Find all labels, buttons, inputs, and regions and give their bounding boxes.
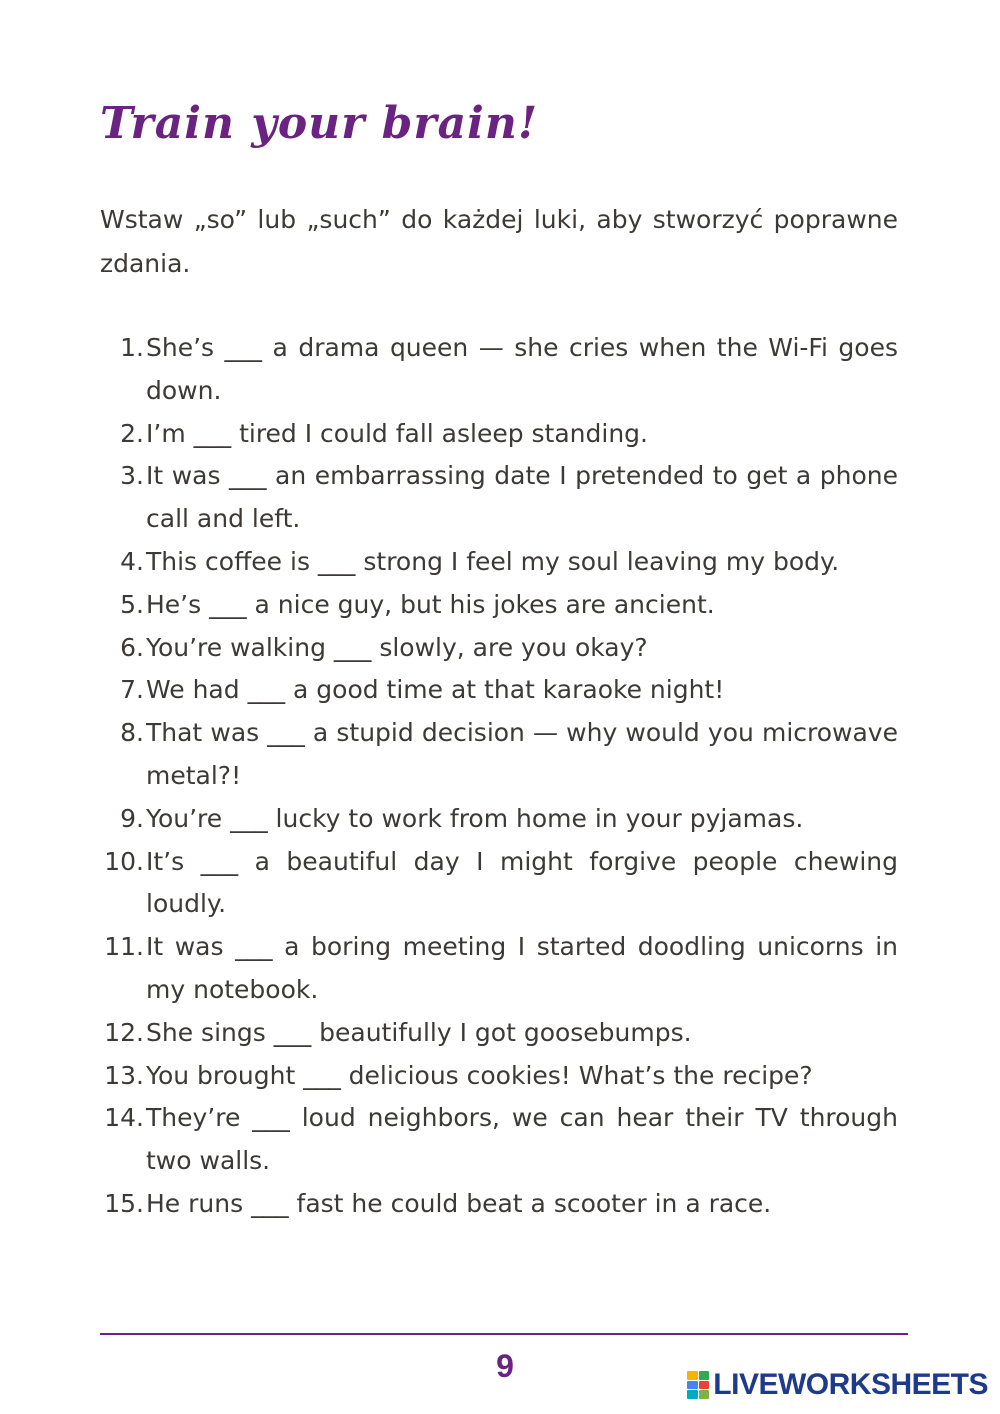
exercise-sentence: She’s ___ a drama queen — she cries when the Wi-Fi goes down. bbox=[146, 333, 898, 405]
exercise-number: 15. bbox=[104, 1188, 144, 1218]
exercise-item bbox=[100, 541, 898, 584]
exercise-item bbox=[100, 584, 898, 627]
exercise-sentence: They’re ___ loud neighbors, we can hear their TV through two walls. bbox=[146, 1103, 898, 1176]
exercise-sentence: You’re walking ___ slowly, are you okay? bbox=[146, 632, 648, 662]
brand-watermark bbox=[687, 1370, 988, 1400]
exercise-number: 4. bbox=[120, 546, 144, 576]
exercise-number: 3. bbox=[120, 461, 144, 491]
exercise-number: 8. bbox=[120, 718, 144, 748]
exercise-number: 10. bbox=[104, 846, 144, 876]
exercise-number: 5. bbox=[120, 589, 144, 619]
instruction-text: Wstaw „so” lub „such” do każdej luki, aby stworzyć poprawne zdania. bbox=[100, 205, 898, 278]
exercise-item bbox=[100, 1055, 898, 1098]
exercise-sentence: She sings ___ beautifully I got goosebumps. bbox=[146, 1017, 692, 1047]
exercise-sentence: This coffee is ___ strong I feel my soul leaving my body. bbox=[146, 546, 840, 576]
exercise-item bbox=[100, 413, 898, 456]
exercise-sentence: It’s ___ a beautiful day I might forgive people chewing loudly. bbox=[146, 846, 898, 919]
exercise-item bbox=[100, 669, 898, 712]
exercise-number: 1. bbox=[120, 333, 144, 362]
exercise-item bbox=[100, 1183, 898, 1226]
exercise-sentence: It was ___ an embarrassing date I pretended to get a phone call and left. bbox=[146, 461, 898, 534]
exercise-sentence: He’s ___ a nice guy, but his jokes are ancient. bbox=[146, 589, 715, 619]
footer-divider bbox=[100, 1333, 908, 1335]
exercise-item bbox=[100, 627, 898, 670]
exercise-item bbox=[100, 327, 898, 413]
exercise-number: 12. bbox=[104, 1017, 144, 1047]
exercise-item bbox=[100, 712, 898, 798]
exercise-sentence: You’re ___ lucky to work from home in your pyjamas. bbox=[146, 803, 804, 833]
exercise-sentence: It was ___ a boring meeting I started doodling unicorns in my notebook. bbox=[146, 932, 898, 1004]
exercise-item bbox=[100, 1012, 898, 1055]
page-number: 9 bbox=[496, 1348, 514, 1384]
exercise-item bbox=[100, 841, 898, 927]
exercise-sentence: We had ___ a good time at that karaoke night! bbox=[146, 675, 725, 705]
exercise-item bbox=[100, 926, 898, 1012]
exercise-number: 9. bbox=[120, 803, 144, 833]
exercise-number: 11. bbox=[104, 932, 144, 962]
exercise-sentence: You brought ___ delicious cookies! What’s the recipe? bbox=[146, 1060, 813, 1090]
exercise-item bbox=[100, 798, 898, 841]
exercise-number: 2. bbox=[120, 418, 144, 448]
brand-name: LIVEWORKSHEETS bbox=[713, 1368, 988, 1401]
exercise-number: 13. bbox=[104, 1060, 144, 1090]
exercise-sentence: I’m ___ tired I could fall asleep standing. bbox=[146, 418, 649, 448]
exercise-item bbox=[100, 1097, 898, 1183]
exercise-item bbox=[100, 455, 898, 541]
page-title: Train your brain! bbox=[100, 98, 539, 149]
liveworksheets-logo-icon bbox=[687, 1371, 709, 1399]
exercise-number: 14. bbox=[104, 1103, 144, 1133]
exercise-sentence: That was ___ a stupid decision — why would you microwave metal?! bbox=[146, 718, 898, 790]
exercise-sentence: He runs ___ fast he could beat a scooter in a race. bbox=[146, 1188, 772, 1218]
exercise-number: 6. bbox=[120, 632, 144, 662]
exercise-number: 7. bbox=[120, 675, 144, 705]
exercise-list bbox=[100, 327, 898, 1226]
